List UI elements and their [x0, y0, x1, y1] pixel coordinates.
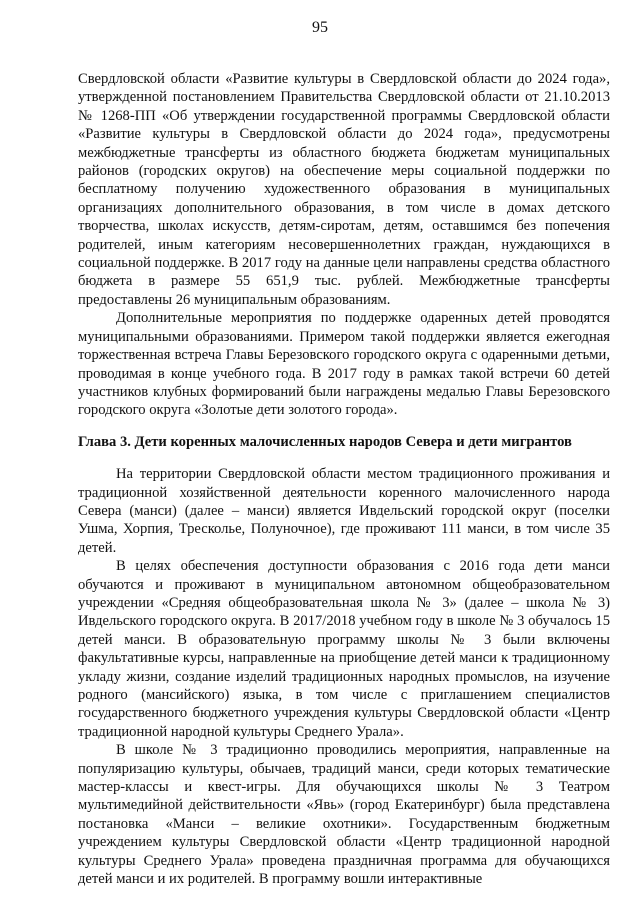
paragraph-gifted-children: Дополнительные мероприятия по поддержке одаренных детей проводятся муниципальными образованиями. Примером такой поддержки является ежегодная торжественная встреча Главы Березовского городского округа с одаренными детьми, проводимая в конце учебного года. В 2017 году в рамках такой встречи 60 детей участников клубных формирований были награждены медалью Главы Березовского городского округа «Золотые дети золотого города».	[78, 310, 610, 419]
paragraph-cultural-events: В школе № 3 традиционно проводились мероприятия, направленные на популяризацию культуры, обычаев, традиций манси, среди которых тематические мастер-классы и квест-игры. Для обучающихся школы № 3 Театром мультимедийной действительности «Явь» (город Екатеринбург) была представлена постановка «Манси – великие охотники». Государственным бюджетным учреждением культуры Свердловской области «Центр традиционной народной культуры Среднего Урала» проведена праздничная программа для обучающихся детей манси и их родителей. В программу вошли интерактивные	[78, 742, 610, 888]
paragraph-school-education: В целях обеспечения доступности образования с 2016 года дети манси обучаются и проживают в муниципальном автономном общеобразовательном учреждении «Средняя общеобразовательная школа № 3» (далее – школа № 3) Ивдельского городского округа. В 2017/2018 учебном году в школе № 3 обучалось 15 детей манси. В образовательную программу школы № 3 были включены факультативные курсы, направленные на приобщение детей манси к традиционному укладу жизни, создание изделий традиционных народных промыслов, на изучение родного (мансийского) языка, в том числе с приглашением специалистов государственного бюджетного учреждения культуры Свердловской области «Центр традиционной народной культуры Среднего Урала».	[78, 558, 610, 740]
chapter-heading: Глава 3. Дети коренных малочисленных народов Севера и дети мигрантов	[78, 433, 572, 450]
page-body	[78, 70, 610, 888]
page-number: 95	[312, 19, 328, 36]
paragraph-program-transfers: Свердловской области «Развитие культуры в Свердловской области до 2024 года», утвержденной постановлением Правительства Свердловской области от 21.10.2013 № 1268-ПП «Об утверждении государственной программы Свердловской области «Развитие культуры в Свердловской области до 2024 года», предусмотрены межбюджетные трансферты из областного бюджета бюджетам муниципальных районов (городских округов) на обеспечение меры социальной поддержки по бесплатному получению художественного образования в муниципальных организациях дополнительного образования, в том числе в домах детского творчества, школах искусств, детям-сиротам, детям, оставшимся без попечения родителей, иным категориям несовершеннолетних граждан, нуждающихся в социальной поддержке. В 2017 году на данные цели направлены средства областного бюджета в размере 55 651,9 тыс. рублей. Межбюджетные трансферты предоставлены 26 муниципальным образованиям.	[78, 71, 610, 308]
paragraph-mansi-territory: На территории Свердловской области местом традиционного проживания и традиционной хозяйственной деятельности коренного малочисленного народа Севера (манси) (далее – манси) является Ивдельский городской округ (поселки Ушма, Хорпия, Трескольe, Полуночное), где проживают 111 манси, в том числе 35 детей.	[78, 466, 610, 556]
